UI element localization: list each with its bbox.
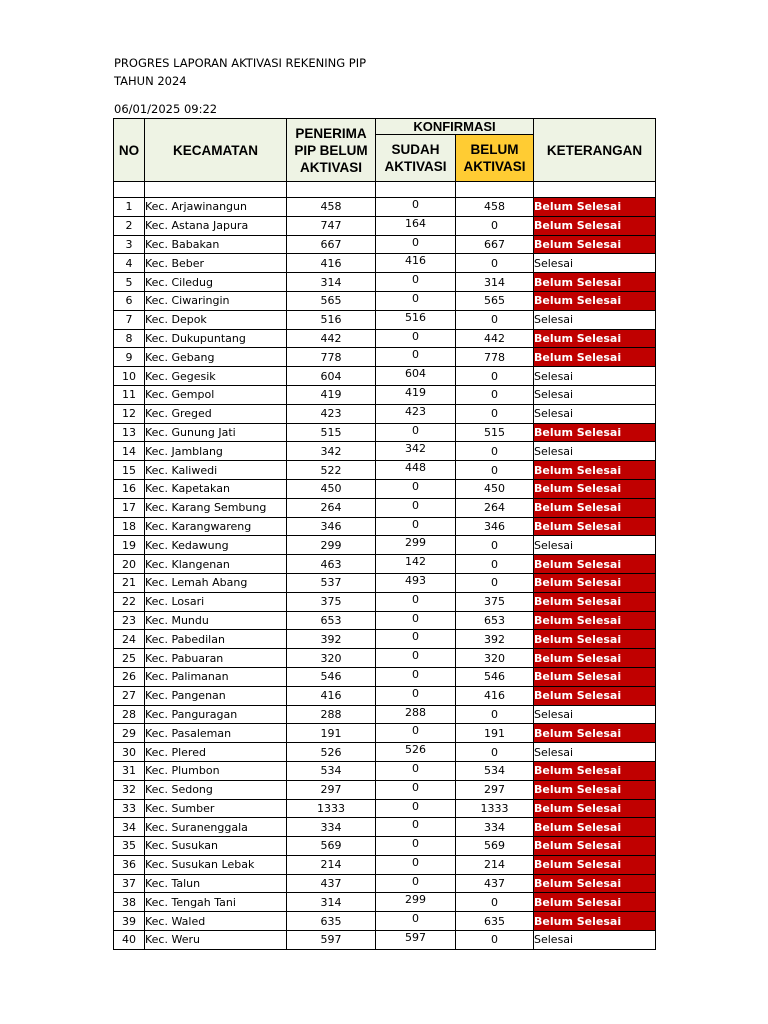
cell-kecamatan: Kec. Pabedilan [145,630,287,649]
cell-no: 31 [114,761,145,780]
cell-sudah-aktivasi: 0 [376,348,456,367]
cell-penerima: 342 [287,442,376,461]
cell-keterangan: Belum Selesai [534,573,656,592]
cell-kecamatan: Kec. Arjawinangun [145,198,287,217]
cell-belum-aktivasi: 375 [456,592,534,611]
cell-belum-aktivasi: 416 [456,686,534,705]
cell-belum-aktivasi: 191 [456,724,534,743]
cell-sudah-aktivasi: 164 [376,216,456,235]
cell-kecamatan: Kec. Ciledug [145,273,287,292]
cell-no: 9 [114,348,145,367]
cell-no: 19 [114,536,145,555]
cell-keterangan: Belum Selesai [534,855,656,874]
cell-no: 20 [114,555,145,574]
cell-sudah-aktivasi: 0 [376,799,456,818]
cell-keterangan: Belum Selesai [534,837,656,856]
cell-belum-aktivasi: 569 [456,837,534,856]
cell-keterangan: Selesai [534,442,656,461]
table-row [114,536,656,555]
cell-keterangan: Belum Selesai [534,761,656,780]
cell-sudah-aktivasi: 0 [376,329,456,348]
cell-no: 22 [114,592,145,611]
cell-no: 17 [114,498,145,517]
cell-sudah-aktivasi: 0 [376,630,456,649]
table-row [114,291,656,310]
table-row [114,705,656,724]
cell-belum-aktivasi: 515 [456,423,534,442]
cell-no: 32 [114,780,145,799]
cell-sudah-aktivasi: 0 [376,761,456,780]
cell-kecamatan: Kec. Susukan Lebak [145,855,287,874]
cell-penerima: 565 [287,291,376,310]
cell-belum-aktivasi: 0 [456,893,534,912]
cell-kecamatan: Kec. Palimanan [145,667,287,686]
cell-sudah-aktivasi: 0 [376,198,456,217]
cell-kecamatan: Kec. Ciwaringin [145,291,287,310]
cell-keterangan: Belum Selesai [534,667,656,686]
cell-keterangan: Belum Selesai [534,423,656,442]
cell-sudah-aktivasi: 604 [376,367,456,386]
cell-penerima: 747 [287,216,376,235]
cell-sudah-aktivasi: 0 [376,874,456,893]
cell-penerima: 450 [287,479,376,498]
table-row [114,743,656,762]
cell-no: 13 [114,423,145,442]
cell-kecamatan: Kec. Plumbon [145,761,287,780]
header-no: NO [114,119,145,182]
cell-keterangan: Belum Selesai [534,893,656,912]
cell-kecamatan: Kec. Pangenan [145,686,287,705]
cell-sudah-aktivasi: 516 [376,310,456,329]
table-row [114,310,656,329]
table-row [114,479,656,498]
cell-keterangan: Selesai [534,705,656,724]
cell-sudah-aktivasi: 342 [376,442,456,461]
cell-sudah-aktivasi: 0 [376,291,456,310]
cell-no: 1 [114,198,145,217]
table-row [114,874,656,893]
cell-belum-aktivasi: 314 [456,273,534,292]
cell-penerima: 314 [287,893,376,912]
cell-penerima: 346 [287,517,376,536]
table-row [114,517,656,536]
cell-no: 40 [114,931,145,950]
cell-no: 38 [114,893,145,912]
cell-belum-aktivasi: 0 [456,555,534,574]
cell-keterangan: Selesai [534,254,656,273]
cell-no: 25 [114,649,145,668]
cell-belum-aktivasi: 0 [456,442,534,461]
cell-belum-aktivasi: 442 [456,329,534,348]
cell-penerima: 534 [287,761,376,780]
cell-no: 15 [114,461,145,480]
cell-no: 3 [114,235,145,254]
cell-sudah-aktivasi: 416 [376,254,456,273]
cell-belum-aktivasi: 320 [456,649,534,668]
cell-belum-aktivasi: 0 [456,216,534,235]
cell-kecamatan: Kec. Suranenggala [145,818,287,837]
table-row [114,348,656,367]
cell-keterangan: Belum Selesai [534,630,656,649]
report-title [114,54,366,90]
cell-keterangan: Selesai [534,536,656,555]
cell-belum-aktivasi: 0 [456,367,534,386]
cell-sudah-aktivasi: 597 [376,931,456,950]
table-row [114,630,656,649]
cell-kecamatan: Kec. Plered [145,743,287,762]
cell-sudah-aktivasi: 0 [376,423,456,442]
cell-kecamatan: Kec. Sedong [145,780,287,799]
spacer-row [114,182,656,198]
cell-keterangan: Selesai [534,367,656,386]
header-konfirmasi: KONFIRMASI [376,119,534,135]
table-row [114,404,656,423]
cell-keterangan: Selesai [534,931,656,950]
cell-belum-aktivasi: 0 [456,536,534,555]
cell-penerima: 522 [287,461,376,480]
cell-kecamatan: Kec. Greged [145,404,287,423]
cell-penerima: 516 [287,310,376,329]
cell-sudah-aktivasi: 0 [376,780,456,799]
cell-keterangan: Belum Selesai [534,198,656,217]
cell-sudah-aktivasi: 288 [376,705,456,724]
cell-kecamatan: Kec. Gunung Jati [145,423,287,442]
table-row [114,555,656,574]
cell-no: 24 [114,630,145,649]
cell-no: 35 [114,837,145,856]
cell-penerima: 635 [287,912,376,931]
header-penerima: PENERIMA PIP BELUM AKTIVASI [287,119,376,182]
cell-no: 16 [114,479,145,498]
cell-sudah-aktivasi: 299 [376,536,456,555]
cell-no: 7 [114,310,145,329]
cell-penerima: 458 [287,198,376,217]
cell-keterangan: Belum Selesai [534,799,656,818]
table-row [114,799,656,818]
cell-kecamatan: Kec. Waled [145,912,287,931]
cell-penerima: 546 [287,667,376,686]
cell-penerima: 1333 [287,799,376,818]
cell-sudah-aktivasi: 0 [376,235,456,254]
cell-sudah-aktivasi: 0 [376,855,456,874]
cell-belum-aktivasi: 0 [456,573,534,592]
cell-belum-aktivasi: 1333 [456,799,534,818]
cell-penerima: 597 [287,931,376,950]
cell-belum-aktivasi: 0 [456,461,534,480]
cell-sudah-aktivasi: 142 [376,555,456,574]
cell-belum-aktivasi: 458 [456,198,534,217]
cell-kecamatan: Kec. Lemah Abang [145,573,287,592]
cell-kecamatan: Kec. Karang Sembung [145,498,287,517]
cell-no: 23 [114,611,145,630]
table-row [114,367,656,386]
cell-penerima: 419 [287,385,376,404]
cell-penerima: 442 [287,329,376,348]
cell-kecamatan: Kec. Pasaleman [145,724,287,743]
table-row [114,273,656,292]
cell-kecamatan: Kec. Gegesik [145,367,287,386]
cell-penerima: 515 [287,423,376,442]
table-row [114,724,656,743]
cell-no: 29 [114,724,145,743]
cell-no: 4 [114,254,145,273]
title-line-2: TAHUN 2024 [114,74,187,88]
cell-no: 12 [114,404,145,423]
table-row [114,893,656,912]
cell-kecamatan: Kec. Kapetakan [145,479,287,498]
cell-keterangan: Selesai [534,310,656,329]
cell-penerima: 778 [287,348,376,367]
cell-kecamatan: Kec. Kedawung [145,536,287,555]
cell-keterangan: Belum Selesai [534,874,656,893]
cell-keterangan: Belum Selesai [534,592,656,611]
cell-keterangan: Selesai [534,743,656,762]
table-row [114,649,656,668]
cell-sudah-aktivasi: 419 [376,385,456,404]
cell-sudah-aktivasi: 299 [376,893,456,912]
cell-keterangan: Belum Selesai [534,461,656,480]
cell-no: 10 [114,367,145,386]
header-keterangan: KETERANGAN [534,119,656,182]
cell-no: 33 [114,799,145,818]
table-row [114,592,656,611]
cell-no: 30 [114,743,145,762]
cell-no: 39 [114,912,145,931]
table-row [114,254,656,273]
cell-belum-aktivasi: 297 [456,780,534,799]
cell-penerima: 297 [287,780,376,799]
table-row [114,498,656,517]
cell-belum-aktivasi: 214 [456,855,534,874]
cell-sudah-aktivasi: 0 [376,667,456,686]
cell-keterangan: Belum Selesai [534,611,656,630]
cell-sudah-aktivasi: 526 [376,743,456,762]
cell-no: 8 [114,329,145,348]
cell-sudah-aktivasi: 0 [376,724,456,743]
cell-no: 27 [114,686,145,705]
table-row [114,686,656,705]
table-row [114,442,656,461]
cell-sudah-aktivasi: 0 [376,498,456,517]
cell-kecamatan: Kec. Babakan [145,235,287,254]
cell-kecamatan: Kec. Pabuaran [145,649,287,668]
table-row [114,216,656,235]
cell-sudah-aktivasi: 448 [376,461,456,480]
cell-belum-aktivasi: 0 [456,931,534,950]
cell-kecamatan: Kec. Jamblang [145,442,287,461]
cell-penerima: 423 [287,404,376,423]
cell-sudah-aktivasi: 0 [376,611,456,630]
cell-sudah-aktivasi: 0 [376,479,456,498]
cell-no: 28 [114,705,145,724]
cell-penerima: 191 [287,724,376,743]
header-kecamatan: KECAMATAN [145,119,287,182]
cell-no: 34 [114,818,145,837]
cell-no: 37 [114,874,145,893]
cell-keterangan: Selesai [534,404,656,423]
cell-penerima: 392 [287,630,376,649]
table-row [114,855,656,874]
cell-kecamatan: Kec. Depok [145,310,287,329]
table-row [114,198,656,217]
table-row [114,461,656,480]
cell-belum-aktivasi: 450 [456,479,534,498]
cell-penerima: 463 [287,555,376,574]
cell-kecamatan: Kec. Gebang [145,348,287,367]
cell-penerima: 667 [287,235,376,254]
cell-penerima: 526 [287,743,376,762]
cell-penerima: 653 [287,611,376,630]
cell-keterangan: Belum Selesai [534,912,656,931]
cell-belum-aktivasi: 546 [456,667,534,686]
cell-kecamatan: Kec. Weru [145,931,287,950]
cell-kecamatan: Kec. Gempol [145,385,287,404]
cell-no: 2 [114,216,145,235]
table-row [114,385,656,404]
cell-kecamatan: Kec. Susukan [145,837,287,856]
cell-belum-aktivasi: 534 [456,761,534,780]
cell-belum-aktivasi: 346 [456,517,534,536]
cell-kecamatan: Kec. Astana Japura [145,216,287,235]
report-timestamp: 06/01/2025 09:22 [114,102,218,116]
cell-sudah-aktivasi: 0 [376,686,456,705]
header-sudah-aktivasi: SUDAH AKTIVASI [376,135,456,182]
cell-no: 36 [114,855,145,874]
cell-belum-aktivasi: 0 [456,254,534,273]
cell-belum-aktivasi: 0 [456,743,534,762]
cell-penerima: 299 [287,536,376,555]
cell-penerima: 320 [287,649,376,668]
table-row [114,667,656,686]
cell-sudah-aktivasi: 0 [376,273,456,292]
cell-keterangan: Selesai [534,385,656,404]
cell-keterangan: Belum Selesai [534,724,656,743]
cell-sudah-aktivasi: 0 [376,592,456,611]
cell-sudah-aktivasi: 0 [376,912,456,931]
cell-belum-aktivasi: 392 [456,630,534,649]
cell-penerima: 264 [287,498,376,517]
cell-penerima: 314 [287,273,376,292]
cell-keterangan: Belum Selesai [534,291,656,310]
cell-keterangan: Belum Selesai [534,517,656,536]
table-row [114,235,656,254]
cell-keterangan: Belum Selesai [534,348,656,367]
cell-no: 18 [114,517,145,536]
activation-table [113,118,656,950]
cell-no: 6 [114,291,145,310]
cell-keterangan: Belum Selesai [534,479,656,498]
cell-sudah-aktivasi: 0 [376,837,456,856]
table-row [114,818,656,837]
cell-no: 11 [114,385,145,404]
title-line-1: PROGRES LAPORAN AKTIVASI REKENING PIP [114,56,367,70]
cell-keterangan: Belum Selesai [534,498,656,517]
cell-belum-aktivasi: 635 [456,912,534,931]
cell-no: 21 [114,573,145,592]
table-row [114,837,656,856]
cell-sudah-aktivasi: 0 [376,649,456,668]
cell-kecamatan: Kec. Kaliwedi [145,461,287,480]
cell-belum-aktivasi: 437 [456,874,534,893]
cell-belum-aktivasi: 653 [456,611,534,630]
cell-sudah-aktivasi: 0 [376,818,456,837]
cell-no: 14 [114,442,145,461]
cell-sudah-aktivasi: 423 [376,404,456,423]
cell-kecamatan: Kec. Panguragan [145,705,287,724]
cell-keterangan: Belum Selesai [534,216,656,235]
cell-keterangan: Belum Selesai [534,329,656,348]
cell-kecamatan: Kec. Losari [145,592,287,611]
cell-keterangan: Belum Selesai [534,273,656,292]
cell-penerima: 334 [287,818,376,837]
table-row [114,761,656,780]
table-row [114,931,656,950]
cell-penerima: 604 [287,367,376,386]
cell-kecamatan: Kec. Beber [145,254,287,273]
cell-belum-aktivasi: 334 [456,818,534,837]
cell-kecamatan: Kec. Karangwareng [145,517,287,536]
cell-no: 26 [114,667,145,686]
table-row [114,780,656,799]
table-row [114,912,656,931]
table-row [114,329,656,348]
cell-penerima: 569 [287,837,376,856]
cell-no: 5 [114,273,145,292]
cell-sudah-aktivasi: 493 [376,573,456,592]
cell-keterangan: Belum Selesai [534,555,656,574]
cell-penerima: 416 [287,254,376,273]
cell-penerima: 416 [287,686,376,705]
cell-belum-aktivasi: 264 [456,498,534,517]
cell-kecamatan: Kec. Klangenan [145,555,287,574]
cell-kecamatan: Kec. Sumber [145,799,287,818]
cell-belum-aktivasi: 0 [456,705,534,724]
cell-penerima: 437 [287,874,376,893]
cell-penerima: 288 [287,705,376,724]
cell-kecamatan: Kec. Talun [145,874,287,893]
cell-belum-aktivasi: 667 [456,235,534,254]
cell-belum-aktivasi: 778 [456,348,534,367]
cell-belum-aktivasi: 565 [456,291,534,310]
cell-belum-aktivasi: 0 [456,310,534,329]
table-row [114,573,656,592]
cell-kecamatan: Kec. Tengah Tani [145,893,287,912]
cell-belum-aktivasi: 0 [456,404,534,423]
cell-kecamatan: Kec. Dukupuntang [145,329,287,348]
cell-keterangan: Belum Selesai [534,818,656,837]
cell-penerima: 214 [287,855,376,874]
cell-penerima: 537 [287,573,376,592]
table-row [114,423,656,442]
cell-penerima: 375 [287,592,376,611]
cell-keterangan: Belum Selesai [534,780,656,799]
cell-keterangan: Belum Selesai [534,235,656,254]
cell-kecamatan: Kec. Mundu [145,611,287,630]
cell-keterangan: Belum Selesai [534,686,656,705]
table-row [114,611,656,630]
header-belum-aktivasi: BELUM AKTIVASI [456,135,534,182]
cell-sudah-aktivasi: 0 [376,517,456,536]
cell-keterangan: Belum Selesai [534,649,656,668]
cell-belum-aktivasi: 0 [456,385,534,404]
